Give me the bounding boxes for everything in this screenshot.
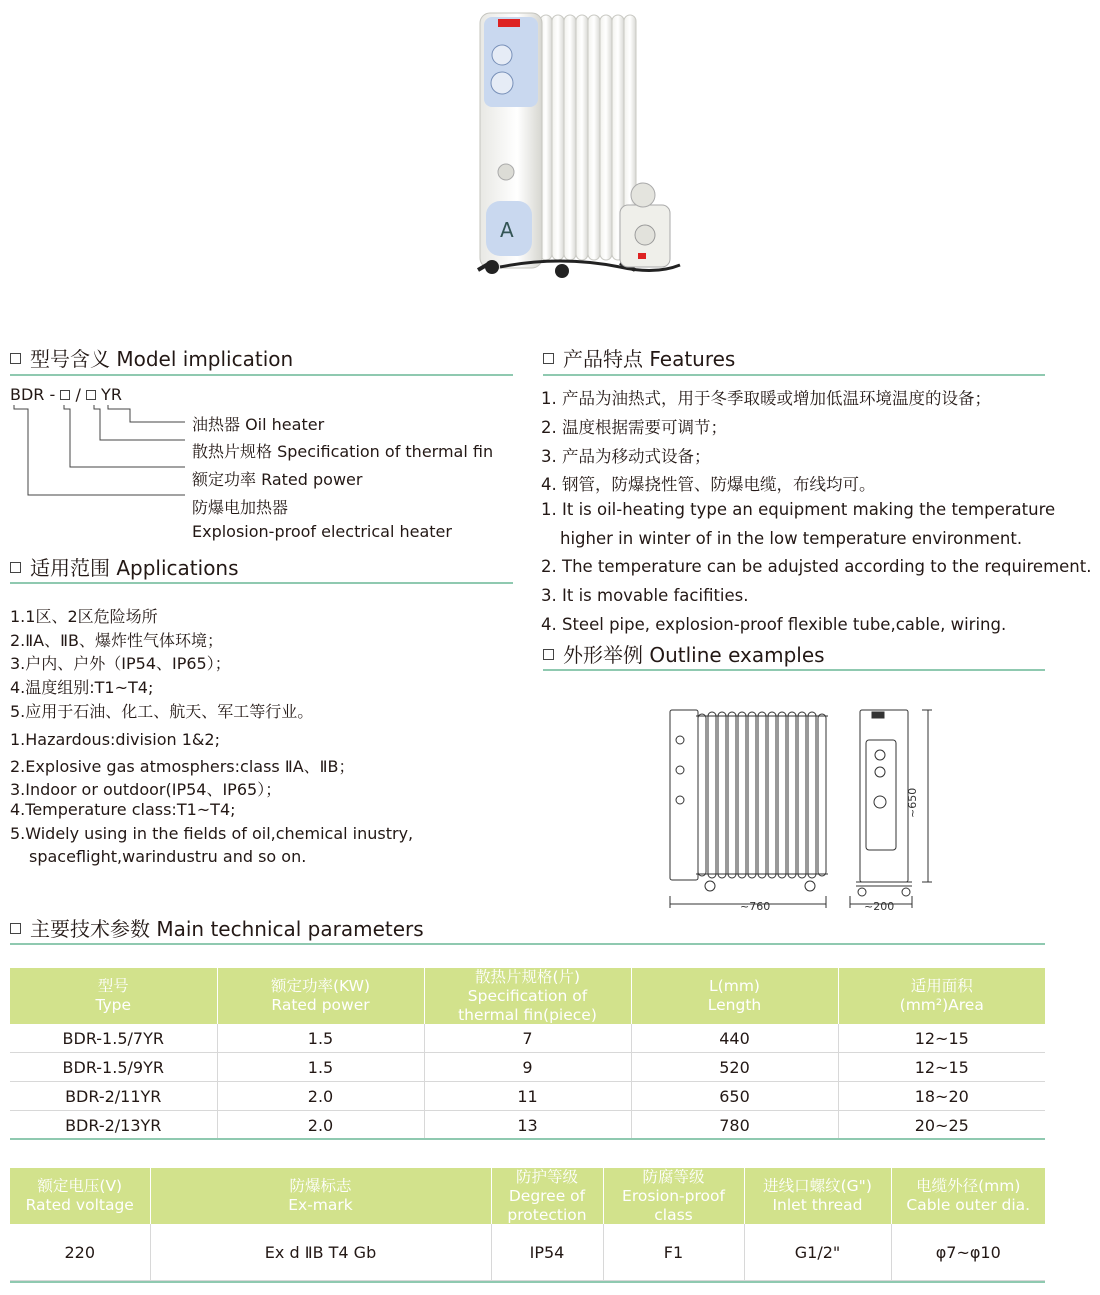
feature-item: 4. 钢管，防爆挠性管、防爆电缆，布线均可。 [541, 475, 876, 494]
feature-item: 4. Steel pipe, explosion-proof flexible tube,cable, wiring. [541, 615, 1007, 634]
table-cell: 520 [631, 1053, 838, 1082]
col-exmark-header: 防爆标志 Ex-mark [150, 1168, 491, 1224]
table-cell: 1.5 [217, 1024, 424, 1053]
table-header-row [10, 968, 1045, 1024]
application-cn-item: 3.户内、户外（IP54、IP65）； [10, 654, 231, 673]
feature-item: higher in winter of in the low temperature environment. [560, 529, 1023, 548]
feature-item: 3. It is movable facifities. [541, 586, 749, 605]
outline-title: 外形举例 Outline examples [543, 639, 825, 668]
section-divider [10, 943, 1045, 945]
table-header-row [10, 1168, 1045, 1224]
outline-depth-label: ~200 [864, 900, 895, 913]
application-en-item: 1.Hazardous:division 1&2; [10, 730, 220, 749]
application-en-item: spaceflight,warindustru and so on. [29, 847, 307, 866]
thermostat-knob [492, 45, 512, 65]
application-en-item: 3.Indoor or outdoor(IP54、IP65）； [10, 780, 282, 799]
placeholder-box-icon [86, 390, 96, 400]
section-divider [10, 374, 513, 376]
table-cell: Ex d ⅡB T4 Gb [150, 1224, 491, 1281]
table-row [10, 1053, 1045, 1082]
col-type-header: 型号 Type [10, 968, 217, 1024]
section-bullet-icon [543, 649, 554, 660]
section-divider [10, 582, 513, 584]
table-cell: 9 [424, 1053, 631, 1082]
table-bottom-divider [10, 1138, 1045, 1140]
col-power-header: 额定功率(KW) Rated power [217, 968, 424, 1024]
model-code-connector-lines [0, 400, 200, 510]
table-row [10, 1024, 1045, 1053]
table-cell: 20~25 [838, 1111, 1045, 1140]
outline-side-view [850, 710, 932, 908]
application-cn-item: 5.应用于石油、化工、航天、军工等行业。 [10, 702, 314, 721]
outline-height-label: ~650 [906, 787, 919, 818]
product-photo [470, 5, 690, 295]
section-bullet-icon [10, 562, 21, 573]
col-area-header: 适用面积 (mm²)Area [838, 968, 1045, 1024]
application-cn-item: 4.温度组别:T1~T4; [10, 678, 154, 697]
outline-width-label: ~760 [740, 900, 771, 913]
section-divider [543, 669, 1045, 671]
applications-title: 适用范围 Applications [10, 552, 239, 581]
table-cell: BDR-2/13YR [10, 1111, 217, 1140]
section-bullet-icon [10, 923, 21, 934]
table-cell: BDR-1.5/7YR [10, 1024, 217, 1053]
table-cell: 2.0 [217, 1111, 424, 1140]
svg-text:A: A [500, 218, 514, 242]
col-voltage-header: 额定电压(V) Rated voltage [10, 1168, 150, 1224]
feature-item: 1. 产品为油热式，用于冬季取暖或增加低温环境温度的设备； [541, 389, 991, 408]
table-cell: 11 [424, 1082, 631, 1111]
application-cn-item: 1.1区、2区危险场所 [10, 607, 158, 626]
model-code: BDR - / YR [10, 385, 122, 404]
section-divider [543, 374, 1045, 376]
table-bottom-divider [10, 1281, 1045, 1283]
col-protection-header: 防护等级 Degree of protection [491, 1168, 603, 1224]
table-row [10, 1082, 1045, 1111]
legend-thermal-fin: 散热片规格 Specification of thermal fin [192, 442, 494, 461]
legend-heater-cn: 防爆电加热器 [192, 498, 289, 517]
col-erosion-header: 防腐等级 Erosion-proof class [603, 1168, 744, 1224]
table-cell: 1.5 [217, 1053, 424, 1082]
model-implication-title: 型号含义 Model implication [10, 343, 293, 372]
table-cell: 220 [10, 1224, 150, 1281]
col-thread-header: 进线口螺纹(G") Inlet thread [744, 1168, 891, 1224]
placeholder-box-icon [60, 390, 70, 400]
col-length-header: L(mm) Length [631, 968, 838, 1024]
power-knob [491, 72, 513, 94]
legend-rated-power: 额定功率 Rated power [192, 470, 363, 489]
table-row [10, 1224, 1045, 1281]
table-cell: 13 [424, 1111, 631, 1140]
table-cell: IP54 [491, 1224, 603, 1281]
application-en-item: 4.Temperature class:T1~T4; [10, 800, 236, 819]
outline-drawing [660, 700, 940, 920]
feature-item: 3. 产品为移动式设备； [541, 447, 711, 466]
legend-oil-heater: 油热器 Oil heater [192, 415, 325, 434]
table-cell: 440 [631, 1024, 838, 1053]
params-title: 主要技术参数 Main technical parameters [10, 913, 424, 942]
col-fin-header: 散热片规格(片) Specification of thermal fin(piece) [424, 968, 631, 1024]
table-cell: φ7~φ10 [891, 1224, 1045, 1281]
section-bullet-icon [10, 353, 21, 364]
table-cell: BDR-1.5/9YR [10, 1053, 217, 1082]
table-cell: 18~20 [838, 1082, 1045, 1111]
feature-item: 2. The temperature can be adujsted according to the requirement. [541, 557, 1092, 576]
table-cell: G1/2" [744, 1224, 891, 1281]
col-cable-header: 电缆外径(mm) Cable outer dia. [891, 1168, 1045, 1224]
legend-heater-en: Explosion-proof electrical heater [192, 522, 452, 541]
table-row [10, 1111, 1045, 1140]
features-title: 产品特点 Features [543, 343, 735, 372]
application-en-item: 2.Explosive gas atmosphers:class ⅡA、ⅡB； [10, 757, 355, 776]
params-table-main [10, 968, 1045, 1140]
table-cell: 7 [424, 1024, 631, 1053]
table-cell: F1 [603, 1224, 744, 1281]
application-en-item: 5.Widely using in the fields of oil,chemical inustry, [10, 824, 414, 843]
table-cell: 12~15 [838, 1053, 1045, 1082]
feature-item: 2. 温度根据需要可调节； [541, 418, 727, 437]
feature-item: 1. It is oil-heating type an equipment making the temperature [541, 500, 1056, 519]
application-cn-item: 2.ⅡA、ⅡB、爆炸性气体环境； [10, 631, 223, 650]
table-cell: 780 [631, 1111, 838, 1140]
table-cell: 12~15 [838, 1024, 1045, 1053]
table-cell: 650 [631, 1082, 838, 1111]
section-bullet-icon [543, 353, 554, 364]
outline-front-view [670, 710, 828, 908]
params-table-secondary [10, 1168, 1045, 1281]
table-cell: 2.0 [217, 1082, 424, 1111]
table-cell: BDR-2/11YR [10, 1082, 217, 1111]
